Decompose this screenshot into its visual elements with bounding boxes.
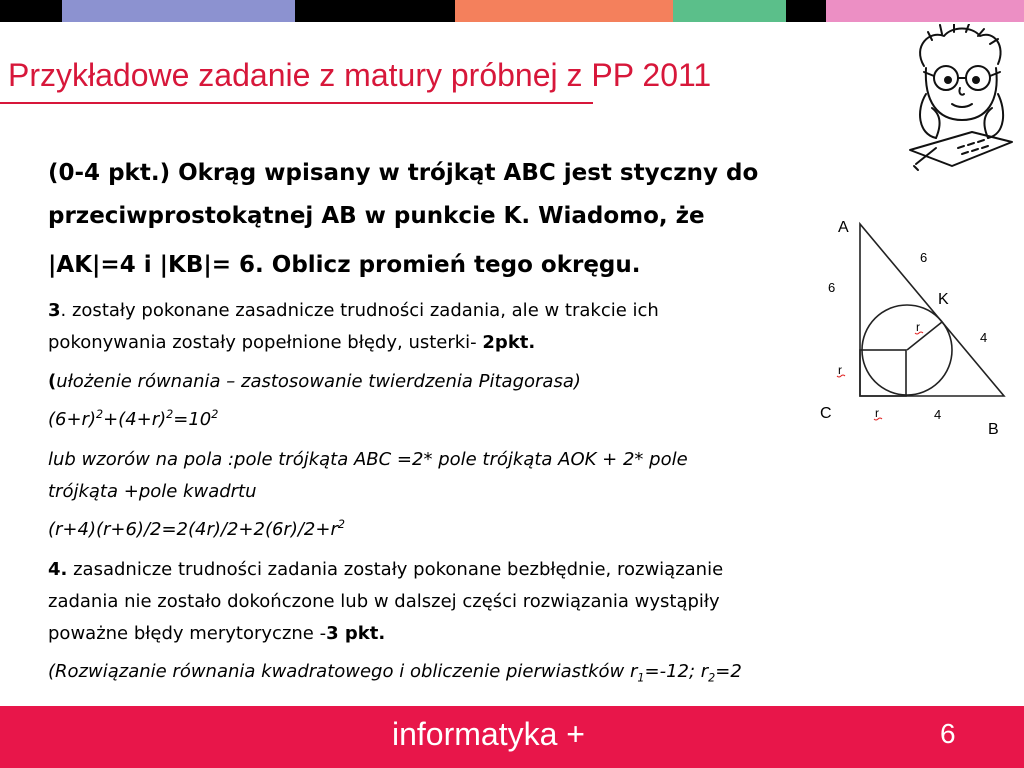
strip-segment xyxy=(786,0,826,22)
question-line-3 xyxy=(48,252,641,278)
strip-segment xyxy=(826,0,1024,22)
level-number: 3 xyxy=(48,300,61,321)
vertex-b-label: B xyxy=(988,421,999,438)
level-3-line-2 xyxy=(48,332,535,353)
hint-open-paren: ( xyxy=(48,371,57,392)
strip-segment xyxy=(455,0,673,22)
equation-exponent: 2 xyxy=(166,408,174,421)
final-text: =-12; r xyxy=(644,661,709,682)
equation-part: =10 xyxy=(173,409,212,430)
final-text: =2 xyxy=(715,661,742,682)
radius-square xyxy=(860,350,906,396)
strip-segment xyxy=(673,0,786,22)
level-text: pokonywania zostały popełnione błędy, usterki- xyxy=(48,332,483,353)
strip-segment xyxy=(62,0,295,22)
vertex-a-label: A xyxy=(838,219,849,236)
question-text: przeciwprostokątnej AB w punkcie K. Wiadomo, że xyxy=(48,203,705,229)
level-points: 3 pkt. xyxy=(326,623,386,644)
question-text: |AK|=4 i |KB|= 6. Oblicz promień tego okręgu. xyxy=(48,252,641,278)
segment-ak-length-label: 6 xyxy=(920,250,928,265)
level-4-line-3 xyxy=(48,623,385,644)
radius-left-label: r xyxy=(838,363,842,377)
equation-exponent: 2 xyxy=(337,518,345,531)
equation-part: (6+r) xyxy=(48,409,96,430)
slide-title: Przykładowe zadanie z matury próbnej z PP 2011 xyxy=(8,57,712,93)
radius-label: r xyxy=(916,320,920,334)
hint-line-3 xyxy=(48,481,257,502)
side-ac-length-label: 6 xyxy=(828,280,836,295)
level-text: poważne błędy merytoryczne - xyxy=(48,623,327,644)
hint-text: lub wzorów na pola :pole trójkąta ABC =2* pole trójkąta AOK + 2* pole xyxy=(48,449,688,470)
radius-to-k xyxy=(907,322,942,350)
final-text: (Rozwiązanie równania kwadratowego i obliczenie pierwiastków r xyxy=(48,661,638,682)
segment-kb-length-label: 4 xyxy=(980,330,988,345)
segment-cb-length-label: 4 xyxy=(934,407,942,422)
title-underline xyxy=(0,102,593,104)
final-subscript: 2 xyxy=(708,671,716,685)
level-number: 4. xyxy=(48,559,68,580)
triangle-diagram xyxy=(812,210,1022,445)
page-number: 6 xyxy=(940,718,956,749)
hint-text: ułożenie równania – zastosowanie twierdzenia Pitagorasa) xyxy=(56,371,581,392)
hint-line-1 xyxy=(48,371,581,392)
question-line-2 xyxy=(48,203,705,229)
level-text: zasadnicze trudności zadania zostały pokonane bezbłędnie, rozwiązanie xyxy=(67,559,724,580)
question-text: (0-4 pkt.) Okrąg wpisany w trójkąt ABC jest styczny do xyxy=(48,160,759,186)
level-text: . zostały pokonane zasadnicze trudności zadania, ale w trakcie ich xyxy=(60,300,659,321)
student-cartoon-icon xyxy=(902,24,1020,172)
final-subscript: 1 xyxy=(637,671,645,685)
equation-exponent: 2 xyxy=(95,408,104,421)
hint-line-2 xyxy=(48,449,688,470)
footer-label: informatyka + xyxy=(392,716,585,752)
final-line xyxy=(48,661,742,685)
level-4-line-1 xyxy=(48,559,723,580)
level-3-line-1 xyxy=(48,300,659,321)
level-text: zadania nie zostało dokończone lub w dalszej części rozwiązania wystąpiły xyxy=(48,591,720,612)
strip-segment xyxy=(0,0,62,22)
level-points: 2pkt. xyxy=(482,332,536,353)
hint-text: trójkąta +pole kwadrtu xyxy=(48,481,257,502)
equation-part: +(4+r) xyxy=(103,409,167,430)
radius-bottom-label: r xyxy=(875,406,879,420)
equation-areas xyxy=(48,519,345,540)
question-line-1 xyxy=(48,160,758,186)
strip-segment xyxy=(295,0,455,22)
top-color-strip xyxy=(0,0,1024,22)
level-4-line-2 xyxy=(48,591,720,612)
equation-part: (r+4)(r+6)/2=2(4r)/2+2(6r)/2+r xyxy=(48,519,338,540)
point-k-label: K xyxy=(938,291,949,308)
equation-exponent: 2 xyxy=(211,408,219,421)
triangle-abc xyxy=(860,224,1004,396)
vertex-c-label: C xyxy=(820,405,832,422)
equation-pythagoras xyxy=(48,409,218,430)
